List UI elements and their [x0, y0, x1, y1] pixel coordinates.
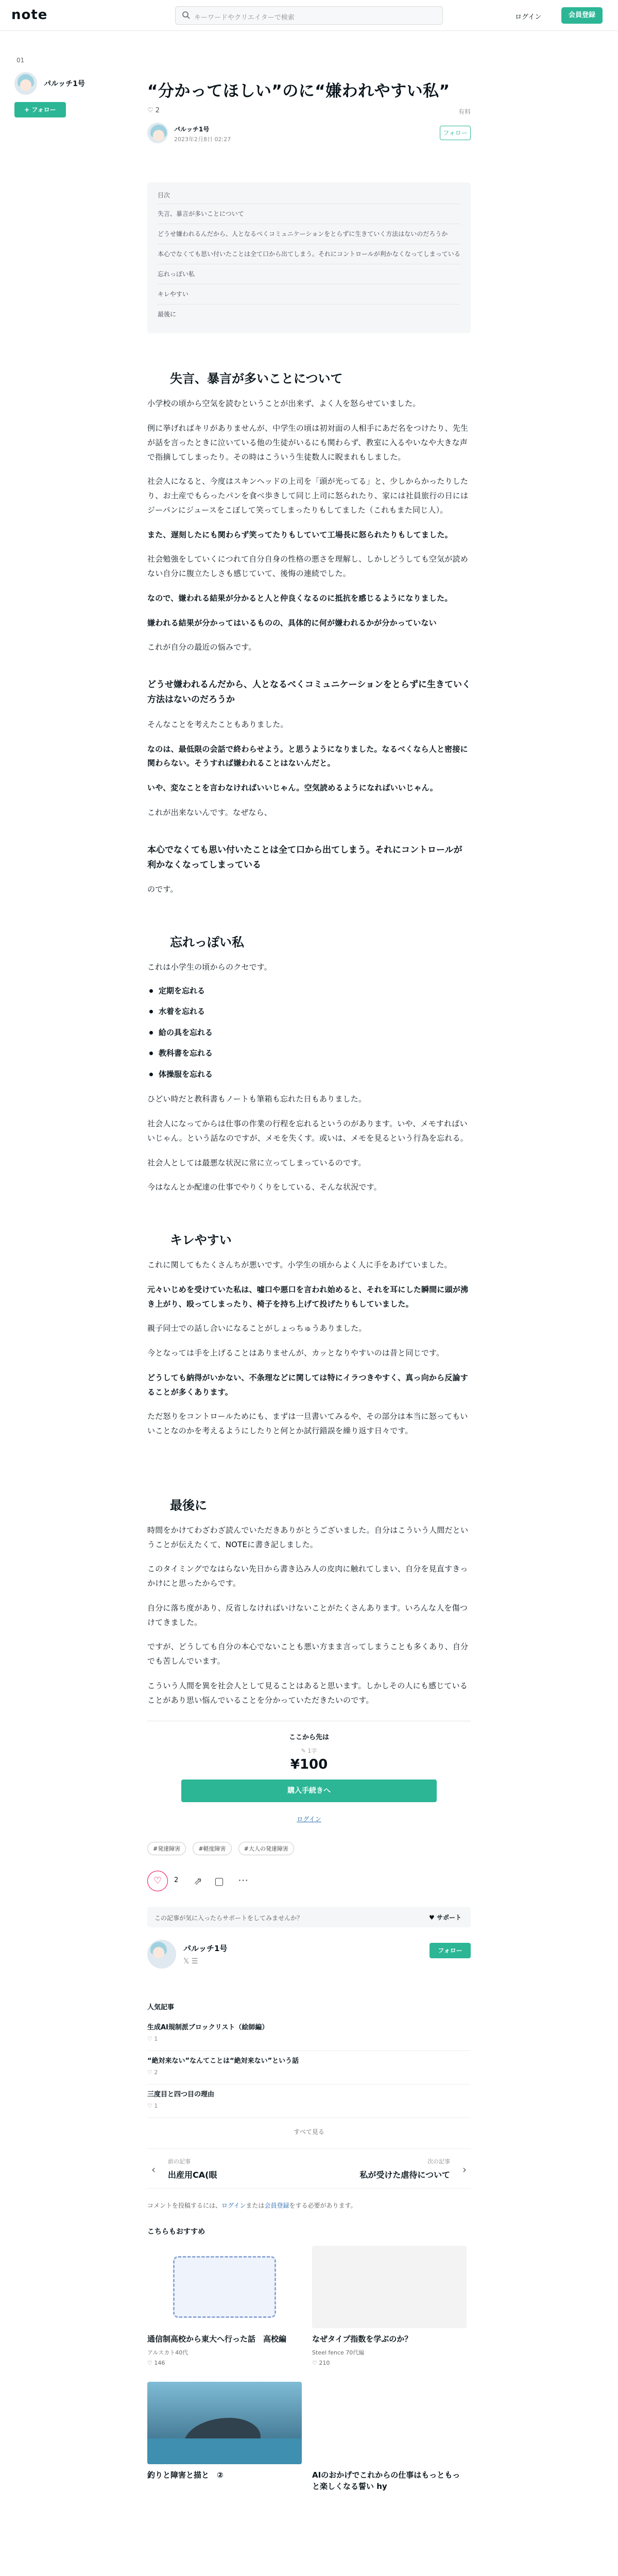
paywall	[147, 1721, 471, 1802]
support-button[interactable]: ♥ サポート	[429, 1914, 461, 1922]
prev-label: 前の記事	[168, 2158, 191, 2165]
paragraph: これに関してもたくさんちが悪いです。小学生の頃からよく人に手をあげていました。	[147, 1260, 452, 1270]
recommend-card[interactable]	[312, 2382, 467, 2493]
paragraph: 元々いじめを受けていた私は、嘘口や悪口を言われ始めると、それを耳にした瞬間に頭が沸き上がり、殴ってしまったり、椅子を持ち上げて投げたりもしていました。	[147, 1284, 469, 1309]
card-thumbnail	[147, 2382, 302, 2464]
paragraph: のです。	[147, 885, 178, 894]
paragraph: 社会勉強をしていくにつれて自分自身の性格の悪さを理解し、しかしどうしても空気が読めない自分に腹立たしさも感じていて、後悔の連続でした。	[147, 554, 468, 579]
paywall-label: ここから先は	[288, 1734, 329, 1742]
profile-avatar[interactable]	[147, 1940, 176, 1969]
search-placeholder: キーワードやクリエイターで検索	[194, 14, 295, 22]
article-title: “分かってほしい”のに“嫌われやすい私”	[147, 82, 450, 100]
paragraph: どうしても納得がいかない、不条理などに関しては特にイラつきやすく、真っ向から反論することが多くあります。	[147, 1372, 468, 1397]
note-logo[interactable]: note	[11, 7, 48, 23]
toc-item[interactable]: 忘れっぽい私	[158, 264, 460, 284]
author-name[interactable]: パルッチ1号	[174, 126, 210, 133]
paragraph: ですが、どうしても自分の本心でないことも悪い方まま言ってしまうことも多くあり、自分でも苦しんでいます。	[147, 1642, 469, 1666]
paragraph: これが自分の最近の悩みです。	[147, 642, 256, 652]
popular-title: 人気記事	[147, 2004, 175, 2012]
paragraph: 親子同士での話し合いになることがしょっちゅうありました。	[147, 1324, 367, 1333]
toc-item[interactable]: キレやすい	[158, 284, 460, 304]
prev-article-link[interactable]: 出産用CA(眼	[168, 2170, 217, 2180]
paragraph: 今となっては手を上げることはありませんが、カッとなりやすいのは昔と同じです。	[147, 1348, 444, 1358]
paragraph: 社会人になってからは仕事の作業の行程を忘れるというのがあります。いや、メモすればいいじゃん。という話なのですが、メモを失くす。或いは、メモを見るという行為を忘れる。	[147, 1119, 468, 1143]
list-item[interactable]: 三度目と四つ目の理由 ♡ 1	[147, 2084, 471, 2118]
section-heading: 忘れっぽい私	[170, 935, 244, 950]
action-bar	[147, 1871, 471, 1893]
hashtags	[147, 1842, 471, 1855]
comment-login-link[interactable]: ログイン	[221, 2202, 246, 2210]
toc-item[interactable]: 本心でなくても思い付いたことは全て口から出てしまう。それにコントロールが利かなくなってしまっている	[158, 244, 460, 264]
toc-title[interactable]: 目次	[158, 192, 170, 199]
paid-badge: 有料	[458, 108, 471, 116]
hashtag[interactable]: #発達障害	[147, 1842, 186, 1855]
card-thumbnail	[312, 2246, 467, 2328]
card-likes: ♡ 210	[312, 2359, 330, 2366]
forgotten-items-list	[147, 985, 471, 1080]
paragraph: いや、変なことを言わなければいいじゃん。空気読めるようになればいいじゃん。	[147, 783, 438, 793]
list-item: 水着を忘れる	[147, 1006, 471, 1018]
like-button[interactable]: ♡	[147, 1871, 168, 1891]
login-link[interactable]: ログイン	[515, 13, 542, 21]
card-author: Steel fence 70代編	[312, 2349, 365, 2356]
list-item[interactable]: 生成AI規制派ブロックリスト（絵師編） ♡ 1	[147, 2018, 471, 2051]
avatar[interactable]	[14, 72, 37, 95]
section-heading: 最後に	[170, 1498, 207, 1513]
paragraph: こういう人間を異を社会人として見ることはあると思います。しかしその人にも感じていることがあり思い悩んでいることを分かっていただきたいのです。	[147, 1681, 468, 1705]
profile-follow-button[interactable]: フォロー	[430, 1943, 471, 1958]
recommend-card[interactable]	[312, 2246, 467, 2366]
price: ¥100	[290, 1757, 328, 1773]
creator-name[interactable]: パルッチ1号	[44, 80, 85, 88]
section-heading: 失言、暴言が多いことについて	[170, 371, 343, 386]
paragraph: このタイミングでなはらない先日から書き込み人の皮肉に触れてしまい、自分を見直すきっかけにと思ったからです。	[147, 1564, 468, 1588]
chevron-right-icon[interactable]: ›	[462, 2163, 467, 2176]
author-profile	[147, 1940, 471, 2002]
author-avatar[interactable]	[147, 123, 168, 143]
card-title[interactable]: 釣りと障害と描と ②	[147, 2470, 224, 2480]
social-icons: 𝕏 ☰	[183, 1957, 198, 1966]
hashtag[interactable]: #大人の発達障害	[238, 1842, 294, 1855]
paragraph: これは小学生の頃からのクセです。	[147, 962, 272, 972]
article-main	[147, 62, 471, 2508]
like-count: ♡ 2	[147, 107, 160, 115]
paragraph: ひどい時だと教科書もノートも筆箱も忘れた日もありました。	[147, 1094, 367, 1104]
paragraph: ただ怒りをコントロールためにも、まずは一旦書いてみるや、その部分は本当に怒ってもいいことなのかを考えるようにしたりと何とか試行錯誤を繰り返す日々です。	[147, 1412, 468, 1436]
search-icon	[182, 11, 190, 19]
profile-name[interactable]: パルッチ1号	[183, 1944, 228, 1954]
paragraph: 小学校の頃から空気を読むということが出来ず、よく人を怒らせていました。	[147, 399, 421, 409]
chevron-left-icon[interactable]: ‹	[151, 2163, 156, 2176]
support-box	[147, 1907, 471, 1927]
paragraph: 例に挙げればキリがありませんが、中学生の頃は初対面の人相手にあだ名をつけたり、先生が話を言ったときに泣いている他の生徒がいるにも関わらず、教室に入るやいなや大きな声で指摘してしまったり。その時はこういう生徒数人に睨まれもしました。	[147, 423, 469, 462]
comment-signup-link[interactable]: 会員登録	[264, 2202, 289, 2210]
breadcrumb: 01	[16, 57, 25, 64]
list-item[interactable]: “絶対来ない”なんてことは“絶対来ない”という話 ♡ 2	[147, 2051, 471, 2084]
site-header	[0, 0, 618, 31]
list-item: 教科書を忘れる	[147, 1047, 471, 1059]
support-label: この記事が気に入ったらサポートをしてみませんか？	[154, 1914, 303, 1922]
purchase-button[interactable]: 購入手続きへ	[181, 1780, 437, 1802]
popular-articles	[147, 2002, 471, 2118]
author-meta	[147, 108, 471, 151]
toc-item[interactable]: 最後に	[158, 304, 460, 324]
paragraph: なので、嫌われる結果が分かると人と仲良くなるのに抵抗を感じるようになりました。	[147, 593, 453, 603]
article-navigation	[147, 2148, 471, 2189]
card-thumbnail	[147, 2246, 302, 2328]
next-article-link[interactable]: 私が受けた虐待について	[359, 2170, 450, 2180]
author-follow-button[interactable]: フォロー	[440, 126, 471, 140]
paragraph: なのは、最低限の会話で終わらせよう。と思うようになりました。なるべくなら人と密接に関わらない。そうすれば嫌われることはないんだと。	[147, 744, 468, 768]
subsection-heading: 本心でなくても思い付いたことは全て口から出てしまう。それにコントロールが利かなくなってしまっている	[147, 844, 462, 870]
next-label: 次の記事	[427, 2158, 450, 2165]
comment-icon[interactable]: ▢	[214, 1875, 224, 1888]
paragraph: これが出来ないんです。なぜなら、	[147, 807, 272, 817]
card-thumbnail	[312, 2382, 467, 2464]
list-item: 定期を忘れる	[147, 985, 471, 997]
search-box[interactable]	[175, 6, 443, 25]
paragraph: 社会人になると、今度はスキンヘッドの上司を「頭が光ってる」と、少しからかったりしたり、お土産でもらったパンを食べ歩きして同じ上司に怒られたり、家には社員旅行の日にはジーパンにジュースをこぼして笑ってしまったりもしてました（これもまた同じ人）。	[147, 477, 469, 515]
card-title[interactable]: 通信制高校から東大へ行った話 高校編	[147, 2334, 287, 2344]
recommend-card[interactable]	[147, 2382, 302, 2481]
follow-button[interactable]: + フォロー	[14, 102, 66, 117]
paragraph: そんなことを考えたこともありました。	[147, 719, 288, 729]
card-title[interactable]: なぜタイプ指数を学ぶのか？	[312, 2334, 413, 2344]
hashtag[interactable]: #軽度障害	[193, 1842, 231, 1855]
paragraph: 社会人としては最悪な状況に常に立ってしまっているのです。	[147, 1158, 366, 1167]
publish-date: 2023年2月8日 02:27	[174, 136, 231, 143]
recommend-card[interactable]	[147, 2246, 302, 2366]
toc-item[interactable]: 失言、暴言が多いことについて	[158, 204, 460, 224]
list-item: 体操服を忘れる	[147, 1069, 471, 1080]
section-heading: キレやすい	[170, 1233, 232, 1248]
card-likes: ♡ 146	[147, 2359, 165, 2366]
paragraph: また、遅刻したにも関わらず笑ってたりもしていて工場長に怒られたりもしてました。	[147, 530, 453, 539]
signup-button[interactable]: 会員登録	[561, 7, 603, 24]
paragraph: 嫌われる結果が分かってはいるものの、具体的に何が嫌われるかが分かっていない	[147, 618, 437, 628]
toc-item[interactable]: どうせ嫌われるんだから、人となるべくコミュニケーションをとらずに生きていく方法はないのだろうか	[158, 224, 460, 244]
card-title[interactable]: AIのおかげでこれからの仕事はもっともっと楽しくなる誓い hy	[312, 2470, 460, 2492]
list-item: 給の具を忘れる	[147, 1027, 471, 1039]
recommendations	[147, 2226, 471, 2508]
recommend-title: こちらもおすすめ	[147, 2228, 205, 2236]
paragraph: 今はなんとか配達の仕事でやりくりをしている、そんな状況です。	[147, 1182, 382, 1192]
paragraph: 時間をかけてわざわざ読んでいただきありがとうございました。自分はこういう人間だということが伝えたくて、NOTEに書き記しました。	[147, 1525, 469, 1549]
paragraph: 自分に落ち度があり、反省しなければいけないことがたくさんあります。いろんな人を傷つけてきました。	[147, 1603, 468, 1627]
char-count: ✎ 1字	[301, 1748, 317, 1755]
subsection-heading: どうせ嫌われるんだから、人となるべくコミュニケーションをとらずに生きていく方法はないのだろうか	[147, 680, 471, 705]
share-icon[interactable]: ⇗	[194, 1875, 202, 1888]
card-author: アルスカト40代	[147, 2349, 188, 2356]
like-count: 2	[174, 1876, 179, 1885]
paywall-login-link[interactable]: ログイン	[297, 1816, 321, 1823]
see-all-link[interactable]: すべて見る	[294, 2128, 324, 2136]
comment-notice: コメントを投稿するには、ログインまたは会員登録をする必要があります。	[147, 2202, 357, 2210]
creator-sidebar	[14, 72, 117, 117]
more-icon[interactable]: ⋯	[238, 1874, 248, 1887]
table-of-contents	[147, 182, 471, 333]
